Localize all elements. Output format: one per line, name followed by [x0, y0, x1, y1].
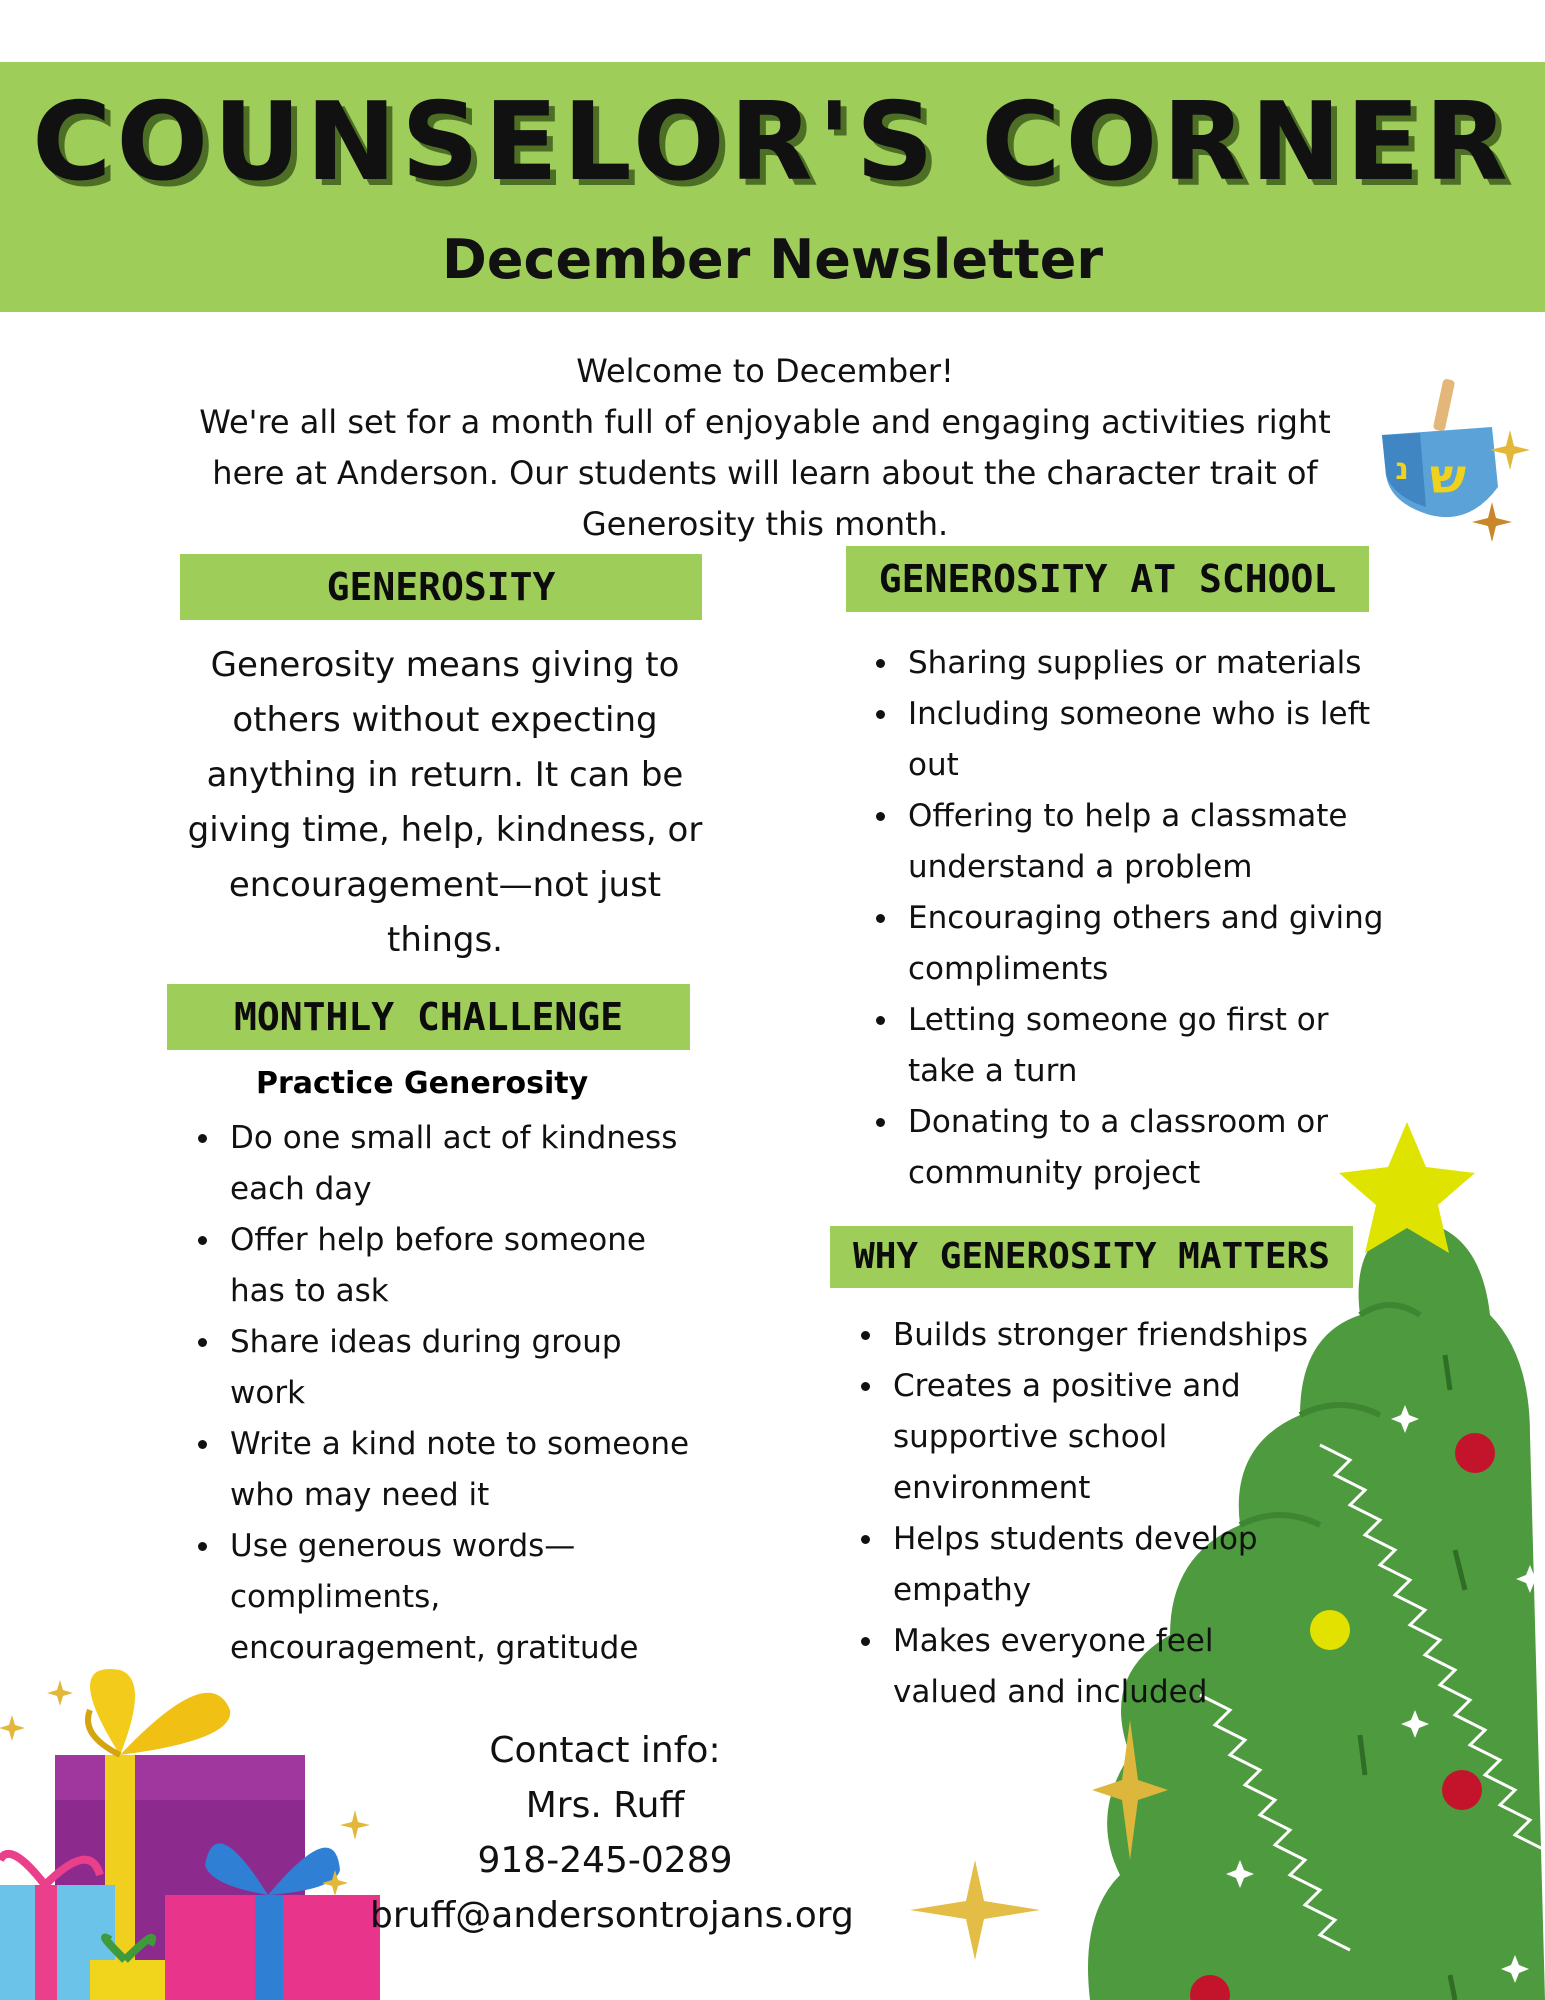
list-item: Letting someone go first or take a turn: [870, 995, 1390, 1097]
sparkle-icon: [905, 1855, 1045, 1965]
contact-info: [370, 1723, 854, 1943]
list-item: Sharing supplies or materials: [870, 638, 1390, 689]
svg-text:נ: נ: [1395, 452, 1409, 487]
intro-text: [190, 346, 1340, 550]
generosity-heading: GENEROSITY: [180, 554, 702, 620]
definition-line: things.: [387, 920, 503, 960]
sparkle-icon: [1090, 1715, 1170, 1865]
contact-email[interactable]: bruff@andersontrojans.org: [370, 1895, 854, 1936]
definition-line: encouragement—not just: [228, 865, 662, 905]
list-item: Do one small act of kindness each day: [192, 1113, 702, 1215]
intro-line: Generosity this month.: [581, 505, 949, 543]
list-item: Encouraging others and giving compliments: [870, 893, 1390, 995]
sparkle-icon: [1488, 428, 1532, 472]
challenge-list: [192, 1113, 702, 1674]
school-heading: GENEROSITY AT SCHOOL: [846, 546, 1369, 612]
intro-line: We're all set for a month full of enjoyable and engaging activities right: [199, 403, 1331, 441]
list-item: Share ideas during group work: [192, 1317, 702, 1419]
list-item: Donating to a classroom or community project: [870, 1097, 1390, 1199]
matters-list: [855, 1310, 1315, 1718]
intro-line: here at Anderson. Our students will learn about the character trait of: [212, 454, 1318, 492]
matters-heading: WHY GENEROSITY MATTERS: [830, 1226, 1353, 1288]
list-item: Write a kind note to someone who may need it: [192, 1419, 702, 1521]
list-item: Offering to help a classmate understand a problem: [870, 791, 1390, 893]
contact-label: Contact info:: [489, 1730, 721, 1771]
definition-line: anything in return. It can be: [206, 755, 684, 795]
generosity-definition: [180, 638, 710, 968]
page-subtitle: December Newsletter: [442, 228, 1103, 291]
list-item: Including someone who is left out: [870, 689, 1390, 791]
list-item: Helps students develop empathy: [855, 1514, 1315, 1616]
list-item: Builds stronger friendships: [855, 1310, 1315, 1361]
definition-line: Generosity means giving to: [210, 645, 680, 685]
challenge-heading: MONTHLY CHALLENGE: [167, 984, 690, 1050]
list-item: Offer help before someone has to ask: [192, 1215, 702, 1317]
sparkle-icon: [1470, 500, 1514, 544]
list-item: Use generous words—compliments, encouragement, gratitude: [192, 1521, 702, 1674]
definition-line: others without expecting: [232, 700, 658, 740]
svg-text:ש: ש: [1429, 449, 1467, 505]
challenge-subheading: Practice Generosity: [256, 1066, 589, 1101]
gift-boxes-icon: [0, 1640, 390, 2000]
list-item: Makes everyone feel valued and included: [855, 1616, 1315, 1718]
list-item: Creates a positive and supportive school environment: [855, 1361, 1315, 1514]
contact-name: Mrs. Ruff: [525, 1785, 685, 1826]
page-title: COUNSELOR'S CORNER: [32, 80, 1513, 205]
definition-line: giving time, help, kindness, or: [187, 810, 703, 850]
contact-phone: 918-245-0289: [477, 1840, 733, 1881]
intro-line: Welcome to December!: [576, 352, 954, 390]
